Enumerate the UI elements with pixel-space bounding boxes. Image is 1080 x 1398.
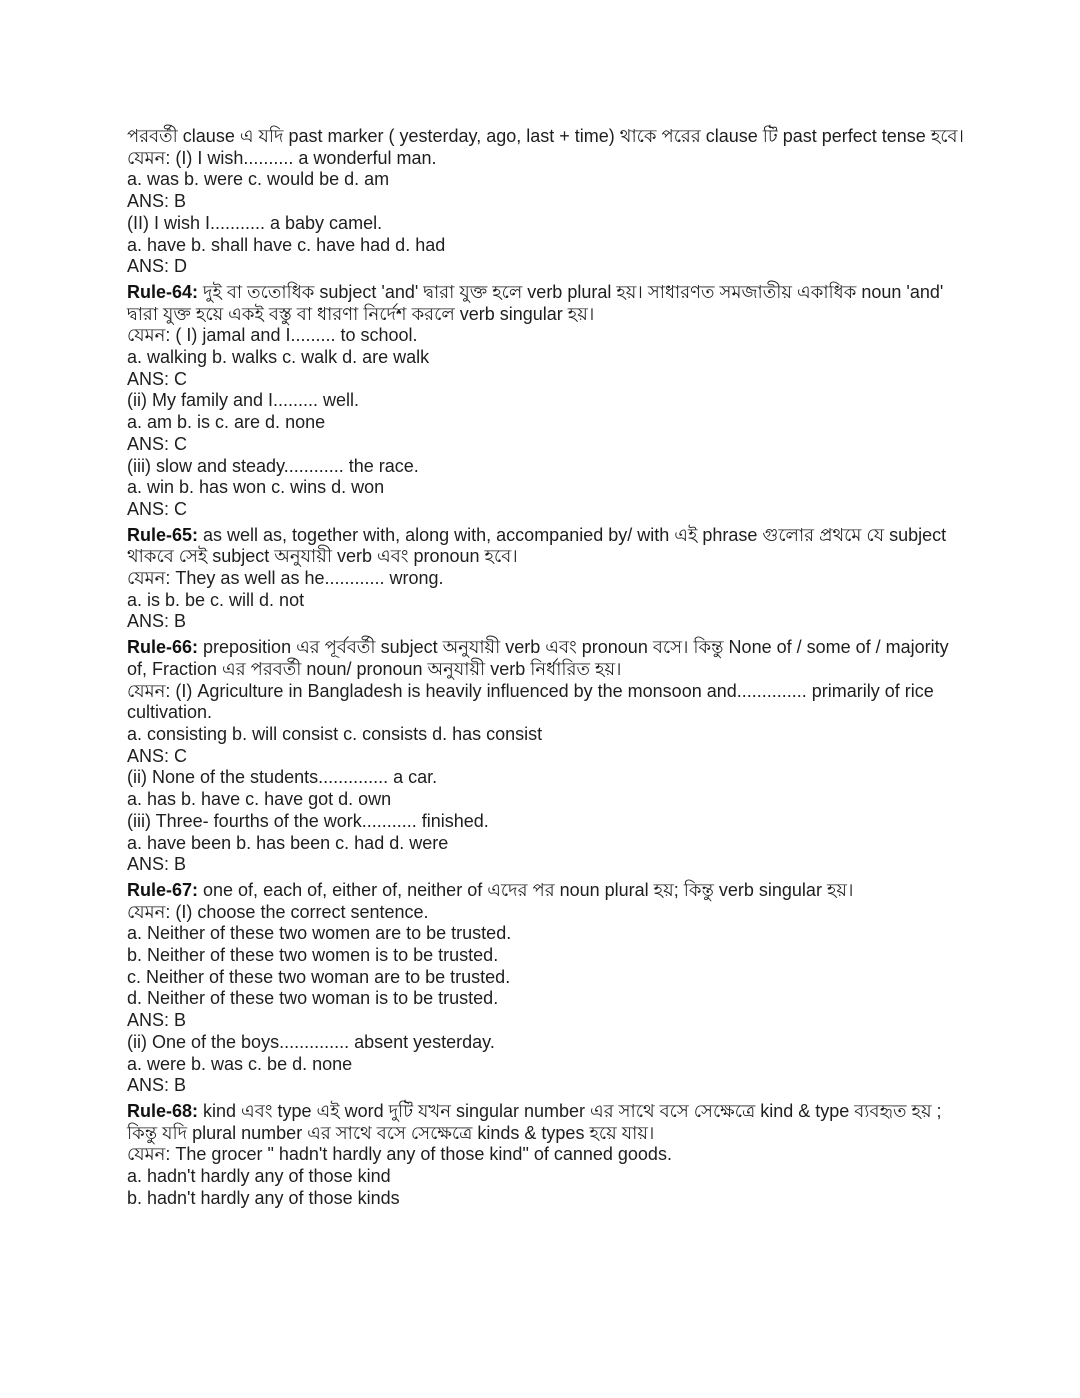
answer-line: ANS: B (127, 854, 187, 875)
rule-67-text: one of, each of, either of, neither of এদের পর noun plural হয়; কিন্তু verb singular হয়। (198, 879, 854, 900)
rule-65-description (127, 525, 967, 568)
answer-line: ANS: C (127, 745, 188, 766)
rule-64-description (127, 282, 967, 325)
options-line: a. is b. be c. will d. not (127, 589, 305, 610)
answer-line: ANS: B (127, 1010, 187, 1031)
answer-line: ANS: C (127, 368, 188, 389)
example-line: (ii) My family and I......... well. (127, 390, 360, 411)
rule-64-label: Rule-64: (127, 281, 199, 302)
example-line: (II) I wish I........... a baby camel. (127, 212, 383, 233)
answer-line: ANS: B (127, 191, 187, 212)
rule-65-block (127, 525, 967, 634)
options-line: c. Neither of these two woman are to be trusted. (127, 966, 511, 987)
answer-line: ANS: C (127, 498, 188, 519)
rule-64-text: দুই বা ততোধিক subject 'and' দ্বারা যুক্ত হলে verb plural হয়। সাধারণত সমজাতীয় একাধিক noun 'and' দ্বারা যুক্ত হয়ে একই বস্তু বা ধারণা নির্দেশ করলে verb singular হয়। (127, 281, 944, 324)
example-line: (iii) slow and steady............ the race. (127, 455, 419, 476)
options-line: a. have b. shall have c. have had d. had (127, 234, 446, 255)
options-line: a. has b. have c. have got d. own (127, 789, 392, 810)
rule-67-block (127, 880, 967, 1097)
rule-68-block (127, 1101, 967, 1210)
example-line: যেমন: (I) choose the correct sentence. (127, 901, 429, 922)
example-line: যেমন: (I) I wish.......... a wonderful man. (127, 147, 437, 168)
rule-65-label: Rule-65: (127, 524, 199, 545)
options-line: a. consisting b. will consist c. consists d. has consist (127, 723, 543, 744)
intro-block (127, 126, 967, 278)
options-line: a. am b. is c. are d. none (127, 412, 326, 433)
rule-66-label: Rule-66: (127, 637, 199, 658)
rule-65-text: as well as, together with, along with, accompanied by/ with এই phrase গুলোর প্রথমে যে subject থাকবে সেই subject অনুযায়ী verb এবং pronoun হবে। (127, 524, 947, 567)
options-line: a. Neither of these two women are to be trusted. (127, 923, 512, 944)
rule-68-text: kind এবং type এই word দুটি যখন singular number এর সাথে বসে সেক্ষেত্রে kind & type ব্যবহৃত হয় ; কিন্তু যদি plural number এর সাথে বসে সেক্ষেত্রে kinds & types হয়ে যায়। (127, 1100, 942, 1143)
example-line: যেমন: (I) Agriculture in Bangladesh is heavily influenced by the monsoon and.............. primarily of rice cultivation. (127, 680, 934, 723)
rule-67-label: Rule-67: (127, 879, 199, 900)
options-line: b. Neither of these two women is to be trusted. (127, 945, 499, 966)
rule-66-text: preposition এর পূর্ববর্তী subject অনুযায়ী verb এবং pronoun বসে। কিন্তু None of / some of / majority of, Fraction এর পরবর্তী noun/ pronoun অনুযায়ী verb নির্ধারিত হয়। (127, 637, 949, 679)
answer-line: ANS: C (127, 433, 188, 454)
example-line: যেমন: The grocer " hadn't hardly any of those kind" of canned goods. (127, 1144, 672, 1165)
rule-67-description (127, 880, 967, 902)
example-line: যেমন: They as well as he............ wrong. (127, 568, 444, 589)
answer-line: ANS: D (127, 256, 188, 277)
options-line: a. hadn't hardly any of those kind (127, 1166, 391, 1187)
options-line: a. walking b. walks c. walk d. are walk (127, 347, 430, 368)
options-line: a. have been b. has been c. had d. were (127, 832, 449, 853)
rule-66-block (127, 637, 967, 876)
answer-line: ANS: B (127, 1075, 187, 1096)
rule-66-description (127, 637, 967, 680)
options-line: d. Neither of these two woman is to be trusted. (127, 988, 499, 1009)
rule-68-label: Rule-68: (127, 1100, 199, 1121)
example-line: (iii) Three- fourths of the work........... finished. (127, 810, 489, 831)
example-line: (ii) One of the boys.............. absent yesterday. (127, 1031, 495, 1052)
intro-text: পরবর্তী clause এ যদি past marker ( yesterday, ago, last + time) থাকে পরের clause টি past perfect tense হবে। (127, 126, 964, 146)
document-page (127, 126, 967, 1209)
options-line: a. win b. has won c. wins d. won (127, 477, 385, 498)
rule-68-description (127, 1101, 967, 1144)
example-line: (ii) None of the students.............. a car. (127, 767, 438, 788)
example-line: যেমন: ( I) jamal and I......... to school. (127, 325, 418, 346)
rule-64-block (127, 282, 967, 521)
options-line: a. was b. were c. would be d. am (127, 169, 390, 190)
options-line: a. were b. was c. be d. none (127, 1053, 353, 1074)
options-line: b. hadn't hardly any of those kinds (127, 1187, 400, 1208)
answer-line: ANS: B (127, 611, 187, 632)
